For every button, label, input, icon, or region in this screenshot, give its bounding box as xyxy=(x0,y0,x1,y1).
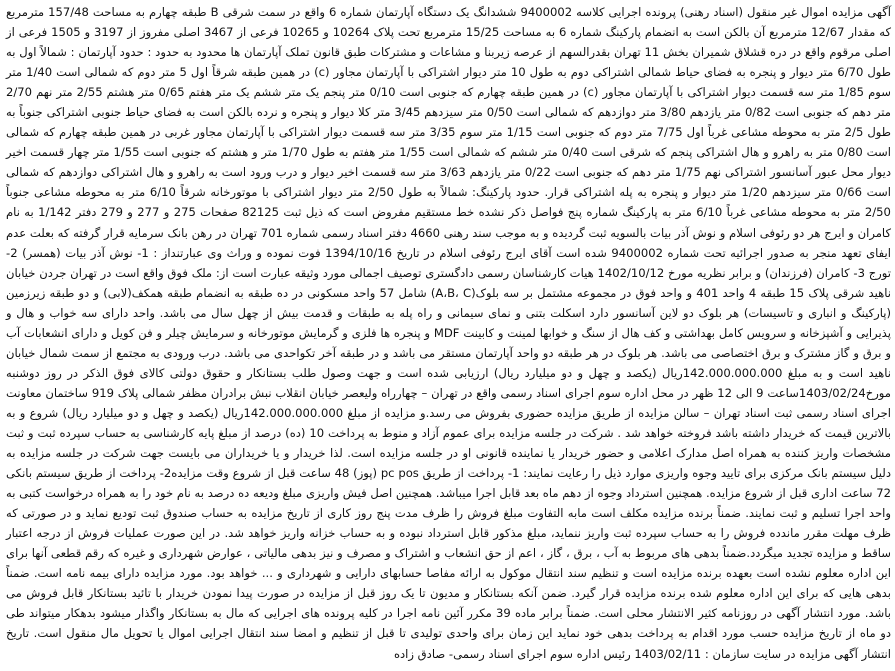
auction-notice-text: آگهی مزایده اموال غیر منقول (اسناد رهنی) پرونده اجرایی کلاسه 9400002 ششدانگ یک دستگاه آپارتمان شماره 6 واقع در سمت شرقی B طبقه چهارم به مساحت 157/48 مترمربع که مقدار 12/67 مترمربع آن بالکن است به انضمام پارکینگ شماره 6 به مساحت 15/25 مترمربع تحت پلاک 10264 و 10265 فرعی از 3467 اصلی مفروز از 3197 و 1505 فرعی از اصلی مرقوم واقع در دره قشلاق شمیران بخش 11 تهران بقدرالسهم از عرصه زیربنا و مشاعات و مشترکات طبق قانون تملک آپارتمان ها محدود به حدود : حدود آپارتمان : شمالاً اول به طول 6/70 متر دیوار و پنجره به فضای حیاط شمالی اشتراکی دوم به طول 10 متر دیوار اشتراکی با آپارتمان مجاور (c) در همین طبقه شرقاً اول 5 متر دوم که شمالی است 1/40 متر سوم 1/85 متر سه قسمت دیوار اشتراکی با آپارتمان مجاور (c) در همین طبقه چهارم که جنوبی است 0/10 متر پنجم یک متر ششم یک متر هفتم 0/65 متر هشتم 2/55 متر نهم 2/70 متر دهم که جنوبی است 0/82 متر یازدهم 3/80 متر دوازدهم که شمالی است 0/50 متر سیزدهم 3/45 متر کلا دیوار و پنجره و نرده بالکن است به فضای حیاط جنوبی اشتراکی جنوباً به طول 2/5 متر به محوطه مشاعی غرباً اول 7/75 متر دوم که جنوبی است 1/15 متر سوم 3/35 متر سه قسمت دیوار اشتراکی با آپارتمان مجاور غربی در همین طبقه چهارم که شمالی است 0/80 متر به راهرو و هال اشتراکی پنجم که شرقی است 0/40 متر ششم که شمالی است 1/55 متر هفتم به طول 1/70 متر و هشتم که جنوبی است 1/55 متر چهار قسمت اخیر دیوار محل عبور آسانسور اشتراکی نهم 1/75 متر دهم که جنوبی است 0/22 متر یازدهم 3/63 متر سه قسمت اخیر دیوار و درب ورود است به راهرو و هال اشتراکی دوازدهم که شمالی است 0/66 متر سیزدهم 1/20 متر دیوار و پنجره به پله اشتراکی قرار. حدود پارکینگ: شمالاً به طول 2/50 متر دیوار اشتراکی با موتورخانه شرقاً 6/10 متر به محوطه مشاعی جنوباً 2/50 متر به محوطه مشاعی غرباً 6/10 متر به پارکینگ شماره پنج فواصل ذکر نشده خط مستقیم مفروض است که ذیل ثبت 82125 صفحات 275 و 277 و 279 دفتر 1/142 به نام کامران و ایرج هر دو رئوفی اسلام و نوش آذر بیات بالسویه ثبت گردیده و به موجب سند رهنی 4660 دفتر اسناد رسمی شماره 701 تهران در رهن بانک سرمایه قرار گرفته که بعلت عدم ایفای تعهد منجر به صدور اجرائیه تحت شماره 9400002 شده است آقای ایرج رئوفی اسلام در تاریخ 1394/10/16 فوت نموده و وراث وی عبارتنداز : 1- نوش آذر بیات (همسر) 2- تورج 3- کامران (فرزندان) و برابر نظریه مورخ 1402/10/12 هیات کارشناسان رسمی دادگستری توصیف اجمالی مورد وثیقه عبارت است از: ملک فوق واقع است در تهران جردن خیابان ناهید شرقی پلاک 15 طبقه 4 واحد 401 و واحد فوق در مجموعه مشتمل بر سه بلوک(A،B، C) شامل 57 واحد مسکونی در ده طبقه به انضمام طبقه همکف(لابی) و دو طبقه زیرزمین (پارکینگ و انباری و تاسیسات) هر بلوک دو لاین آسانسور دارد اسکلت بتنی و نمای سیمانی و راه پله به طبقات و قدمت بیش از چهل سال می باشد. واحد دارای سه خواب و هال و پذیرایی و آشپزخانه و سرویس کامل بهداشتی و کف هال از سنگ و خوابها لمینت و کابینت MDF و پنجره ها فلزی و گرمایش موتورخانه و سرمایش چیلر و فن کویل و دارای انشعابات آب و برق و گاز مشترک و برق اختصاصی می باشد. هر بلوک در هر طبقه دو واحد آپارتمان مستقر می باشد و در طبقه آخر تکواحدی می باشد. درب ورودی به مجتمع از سمت شمال خیابان ناهید است و به مبلغ 142.000.000.000ریال (یکصد و چهل و دو میلیارد ریال) ارزیابی شده است و جهت وصول طلب بستانکار و حقوق دولتی کالای فوق الذکر در روز دوشنبه مورخ1403/02/24ساعت 9 الی 12 ظهر در محل اداره سوم اجرای اسناد رسمی واقع در تهران – چهارراه ولیعصر خیابان انقلاب نبش برادران مظفر شمالی پلاک 919 ساختمان معاونت اجرای اسناد رسمی ثبت اسناد تهران – سالن مزایده از طریق مزایده حضوری بفروش می رسد.و مزایده از مبلغ 142.000.000.000ریال (یکصد و چهل و دو میلیارد ریال) شروع و به بالاترین قیمت که خریدار داشته باشد فروخته خواهد شد . شرکت در جلسه مزایده برای عموم آزاد و منوط به پرداخت 10 (ده) درصد از مبلغ پایه کارشناسی به حساب سپرده ثبت و ثبت مشخصات واریز کننده به همراه اصل مدارک اعلامی و حضور خریدار یا نماینده قانونی او در جلسه مزایده است. لذا خریدار و یا خریداران می بایست جهت شرکت در جلسه مزایده به دلیل سیستم بانک مرکزی برای تایید وجوه واریزی موارد ذیل را رعایت نمایند: 1- پرداخت از طریق pc pos (پوز) 48 ساعت قبل از شروع وقت مزایده2- پرداخت از طریق سیستم بانکی 72 ساعت اداری قبل از شروع مزایده. همچنین استرداد وجوه از دهم ماه بعد قابل اجرا میباشد. همچنین اصل فیش واریزی مبلغ ودیعه ده درصد به نام خود را به همراه درخواست کتبی به واحد اجرا تسلیم و ثبت نمایند. ضمناً برنده مزایده مکلف است مابه التفاوت مبلغ فروش را ظرف مدت پنج روز کاری از تاریخ مزایده به حساب صندوق ثبت تودیع نماید و در صورتی که ظرف مهلت مقرر ماندده فروش را به حساب سپرده ثبت واریز ننماید، مبلغ مذکور قابل استرداد نبوده و به حساب خزانه واریز خواهد شد. در این صورت عملیات فروش از درجه اعتبار ساقط و مزایده تجدید میگردد.ضمناً بدهی های مربوط به آب ، برق ، گاز ، اعم از حق انشعاب و اشتراک و مصرف و نیز بدهی مالیاتی ، عوارض شهرداری و غیره که رقم قطعی آنها برای این اداره معلوم نشده است بعهده برنده مزایده است و تنظیم سند انتقال موکول به ارائه مفاصا حسابهای دارایی و شهرداری و ... خواهد بود. مورد مزایده دارای بیمه نامه است. ضمناً بدهی هایی که برای این اداره معلوم شده برنده مزایده قرار گیرد. ضمن آنکه بستانکار و مدیون تا یک روز قبل از مزایده در صورت پیدا نمودن خریدار با تائید بستانکار قابل فروش می باشد. مورد انتشار آگهی در روزنامه کثیر الانتشار محلی است. ضمناً برابر ماده 39 مکرر آئین نامه اجرا در کلیه پرونده های اجرایی که مال به بستانکار واگذار میشود بدهکار میتواند طی دو ماه از تاریخ مزایده حسب مورد اقدام به پرداخت بدهی خود نماید این زمان برای واحدی تولیدی تا قبل از تنظیم و امضا سند انتقال اجرایی اموال یا تحویل مال منقول است. تاریخ انتشار آگهی مزایده در سایت سازمان : 1403/02/11 رئیس اداره سوم اجرای اسناد رسمی- صادق زاده xyxy=(6,5,892,661)
